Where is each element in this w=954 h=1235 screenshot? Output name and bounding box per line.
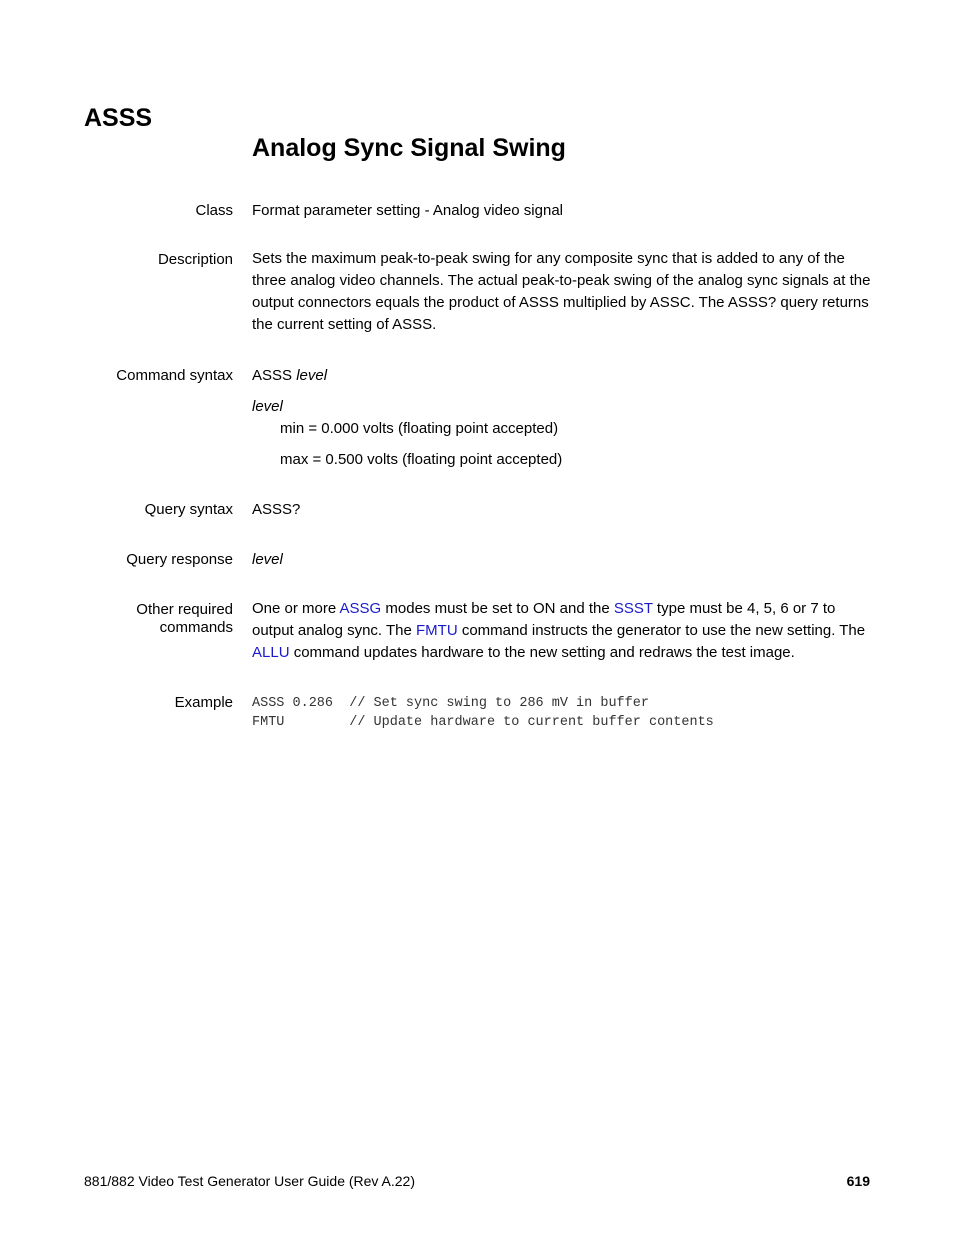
param-details: [252, 398, 872, 469]
query-syntax-value: ASSS?: [252, 501, 301, 518]
command-syntax-command: ASSS: [252, 367, 293, 384]
other-required-text-4: command instructs the generator to use the new setting. The: [457, 622, 866, 639]
class-value: Format parameter setting - Analog video signal: [252, 202, 563, 219]
example-label: Example: [174, 694, 233, 711]
other-required-text-1: One or more: [252, 600, 340, 617]
example-line-2: FMTU // Update hardware to current buffer contents: [252, 715, 714, 730]
other-required-text: [252, 598, 872, 664]
command-syntax-label: Command syntax: [116, 367, 233, 384]
assg-link[interactable]: ASSG: [339, 600, 382, 617]
command-name: ASSS: [84, 104, 153, 132]
other-required-text-5: command updates hardware to the new setting and redraws the test image.: [289, 644, 795, 661]
description-label: Description: [157, 251, 233, 268]
description-text: Sets the maximum peak-to-peak swing for any composite sync that is added to any of the three analog video channels. The actual peak-to-peak swing of the analog sync signals at the output connectors equals the product of ASSS multiplied by ASSC. The ASSS? query returns the current setting of ASSS.: [252, 250, 871, 333]
other-required-label-line1: Other required: [136, 601, 233, 618]
other-required-text-3: type must be 4, 5, 6 or 7 to output analog sync. The: [252, 600, 836, 639]
param-max: max = 0.500 volts (floating point accepted): [280, 451, 563, 468]
command-syntax-value: [252, 367, 872, 385]
query-syntax-label: Query syntax: [144, 501, 233, 518]
other-required-text-2: modes must be set to ON and the: [381, 600, 614, 617]
example-line-1: ASSS 0.286 // Set sync swing to 286 mV in buffer: [252, 696, 649, 711]
class-label: Class: [195, 202, 233, 219]
param-name: level: [252, 398, 283, 415]
other-required-label: [33, 601, 233, 637]
query-response-value: level: [252, 551, 283, 568]
footer-page-number: 619: [846, 1173, 870, 1189]
param-min: min = 0.000 volts (floating point accepted): [280, 420, 559, 437]
allu-link[interactable]: ALLU: [252, 644, 290, 661]
other-required-label-line2: commands: [159, 619, 233, 636]
fmtu-link[interactable]: FMTU: [416, 622, 458, 639]
query-response-label: Query response: [126, 551, 233, 568]
page-title: Analog Sync Signal Swing: [252, 134, 566, 162]
example-code: [252, 694, 872, 732]
footer-guide-title: 881/882 Video Test Generator User Guide (Rev A.22): [84, 1173, 416, 1189]
ssst-link[interactable]: SSST: [613, 600, 653, 617]
command-syntax-param: level: [296, 367, 328, 384]
